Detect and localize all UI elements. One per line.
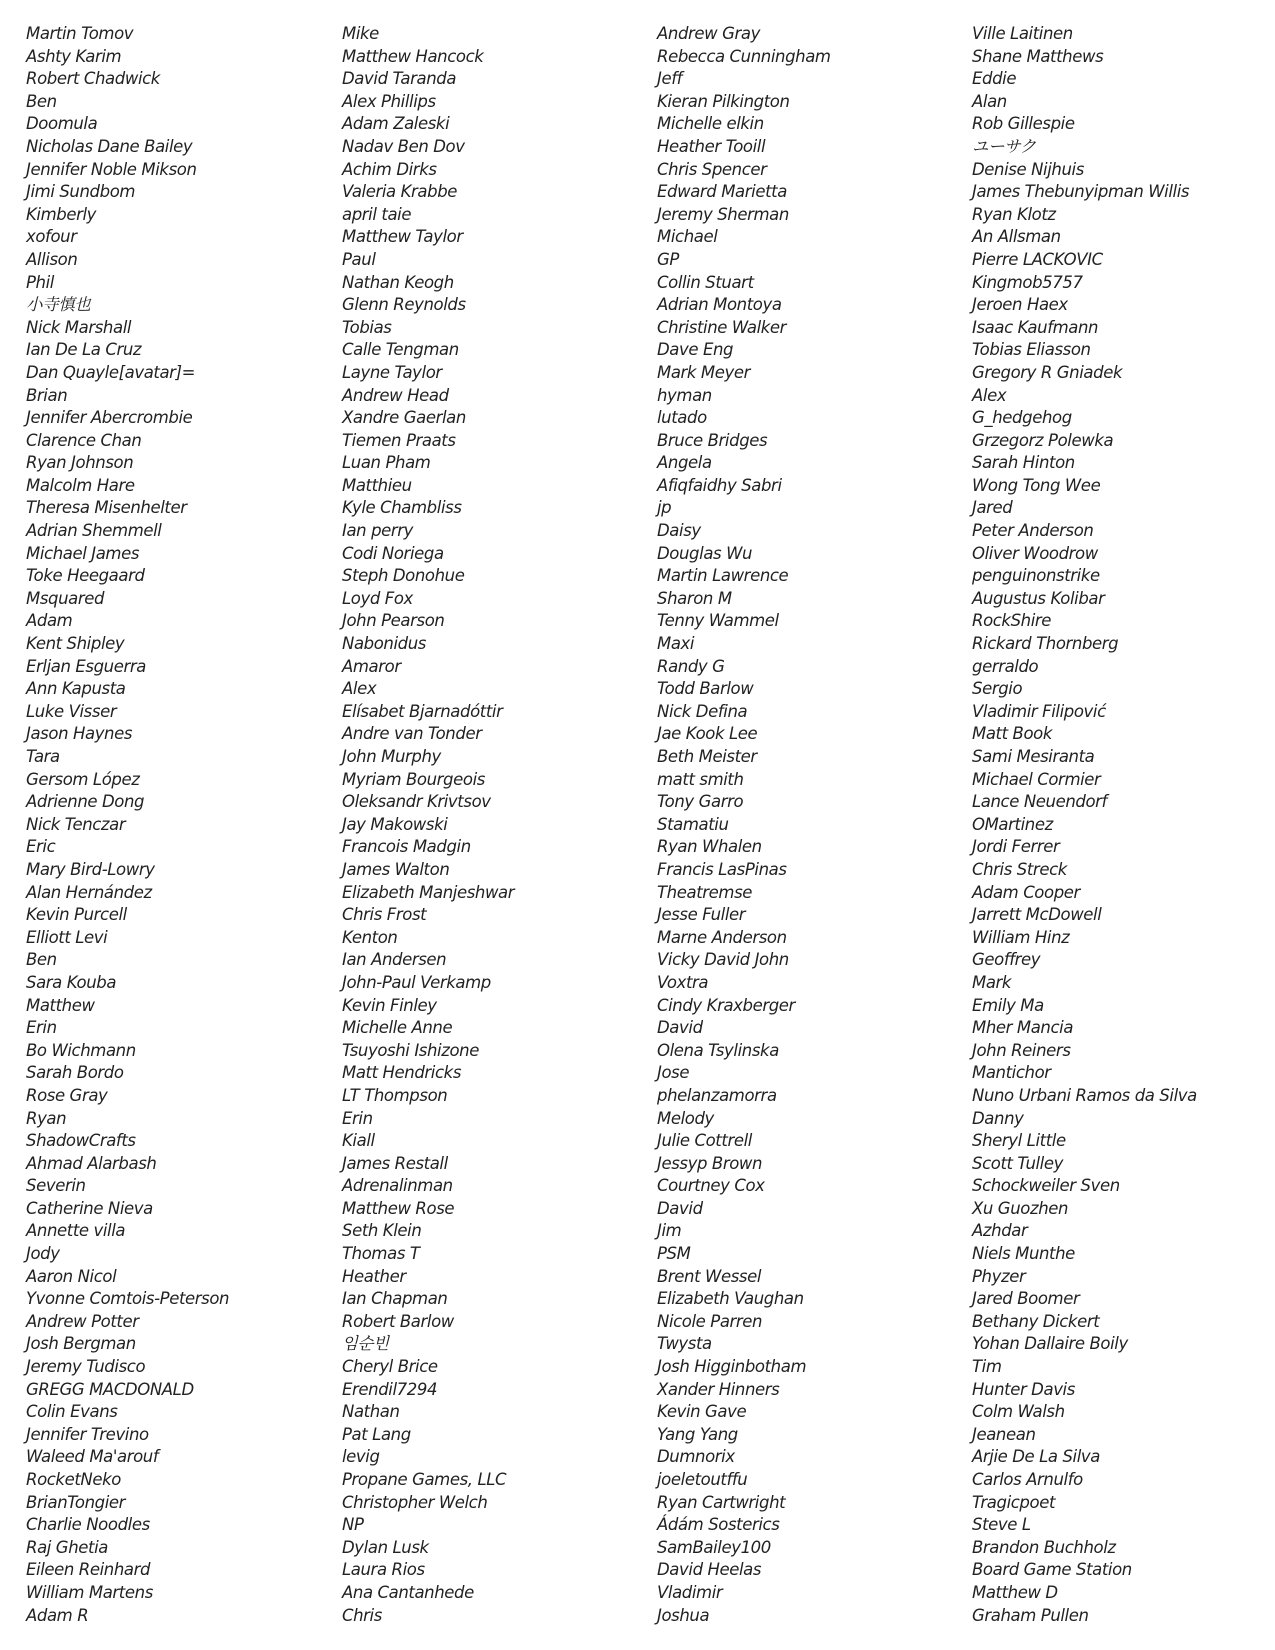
backer-name: Wong Tong Wee xyxy=(972,475,1101,495)
backer-name: Eileen Reinhard xyxy=(26,1560,151,1580)
backer-name: Kevin Finley xyxy=(342,995,437,1015)
backer-name: Mantichor xyxy=(972,1063,1051,1083)
backer-name: Jordi Ferrer xyxy=(972,837,1060,857)
backer-name: Emily Ma xyxy=(972,995,1044,1015)
backer-name: GREGG MACDONALD xyxy=(26,1379,194,1399)
backer-name: levig xyxy=(342,1447,380,1467)
backer-name: Msquared xyxy=(26,588,105,608)
backer-name: Mark Meyer xyxy=(657,362,751,382)
backer-name: Charlie Noodles xyxy=(26,1515,150,1535)
backer-name: Afiqfaidhy Sabri xyxy=(657,475,782,495)
backer-name: Board Game Station xyxy=(972,1560,1132,1580)
backer-name: Shane Matthews xyxy=(972,46,1104,66)
backer-name: Nabonidus xyxy=(342,634,426,654)
backer-name: BrianTongier xyxy=(26,1492,126,1512)
backer-name: Ryan Cartwright xyxy=(657,1492,786,1512)
backer-name: Phyzer xyxy=(972,1266,1026,1286)
backer-name: Arjie De La Silva xyxy=(972,1447,1101,1467)
backer-name: Michelle elkin xyxy=(657,114,764,134)
backer-name: Aaron Nicol xyxy=(26,1266,117,1286)
backer-name: Jesse Fuller xyxy=(657,905,746,925)
backer-name: Kevin Gave xyxy=(657,1402,747,1422)
names-column-3 xyxy=(657,23,957,1627)
backer-name: Geoffrey xyxy=(972,950,1041,970)
backer-name: Twysta xyxy=(657,1334,712,1354)
backer-name: Matthew Taylor xyxy=(342,227,463,247)
backer-name: Azhdar xyxy=(972,1221,1028,1241)
backer-name: Pat Lang xyxy=(342,1424,411,1444)
backer-name: David Taranda xyxy=(342,69,457,89)
backer-name: Augustus Kolibar xyxy=(972,588,1105,608)
backer-name: joeletoutffu xyxy=(657,1470,748,1489)
backer-name: Voxtra xyxy=(657,972,709,992)
backer-name: OMartinez xyxy=(972,814,1053,834)
backer-name: Xu Guozhen xyxy=(972,1198,1069,1218)
backer-name: Eddie xyxy=(972,69,1017,89)
backer-name: Tara xyxy=(26,747,60,766)
backer-name: Nathan xyxy=(342,1402,400,1422)
backer-name: Denise Nijhuis xyxy=(972,159,1084,179)
backer-name: Xander Hinners xyxy=(657,1379,780,1399)
backer-name: Nuno Urbani Ramos da Silva xyxy=(972,1085,1197,1105)
backer-name: Nick Defina xyxy=(657,701,748,721)
backer-name: Yang Yang xyxy=(657,1424,738,1444)
backer-name: Adam xyxy=(26,611,73,631)
backer-name: Chris Streck xyxy=(972,859,1067,879)
backer-name: gerraldo xyxy=(972,656,1039,676)
backer-name: PSM xyxy=(657,1244,691,1264)
backer-name: Josh Higginbotham xyxy=(657,1357,807,1377)
backer-name: Scott Tulley xyxy=(972,1153,1063,1173)
backer-name: Xandre Gaerlan xyxy=(342,408,466,428)
backer-name: Randy G xyxy=(657,656,725,676)
backer-name: Christopher Welch xyxy=(342,1492,488,1512)
backer-name: Brian xyxy=(26,385,68,405)
backer-name: G_hedgehog xyxy=(972,408,1072,428)
backer-name: Oliver Woodrow xyxy=(972,543,1098,563)
backer-name: Elizabeth Manjeshwar xyxy=(342,882,515,902)
backer-name: Joshua xyxy=(657,1605,710,1625)
backer-name: Collin Stuart xyxy=(657,272,754,292)
backer-name: Marne Anderson xyxy=(657,927,787,947)
backer-name: Dave Eng xyxy=(657,340,734,360)
backer-name: Theatremse xyxy=(657,882,753,902)
backer-name: Stamatiu xyxy=(657,814,729,834)
backer-name: Erin xyxy=(26,1018,57,1038)
backer-name: Erljan Esguerra xyxy=(26,656,146,676)
backer-name: Alex xyxy=(972,385,1007,405)
backer-name: John Reiners xyxy=(972,1040,1071,1060)
backer-name: Nick Marshall xyxy=(26,317,132,337)
backer-name: Thomas T xyxy=(342,1244,420,1264)
backer-name: Douglas Wu xyxy=(657,543,753,563)
backer-name: Jae Kook Lee xyxy=(657,724,758,744)
backer-name: Carlos Arnulfo xyxy=(972,1470,1083,1489)
backer-name: Beth Meister xyxy=(657,747,757,766)
backer-name: Ben xyxy=(26,950,57,970)
backer-name: Clarence Chan xyxy=(26,430,142,450)
backer-name: Tragicpoet xyxy=(972,1492,1056,1512)
backer-name: april taie xyxy=(342,204,412,224)
backer-name: Ryan Whalen xyxy=(657,837,762,857)
backer-name: Jeff xyxy=(657,69,683,89)
backer-name: Vladimir xyxy=(657,1582,723,1602)
backer-name: RocketNeko xyxy=(26,1470,121,1489)
backer-name: Adam Zaleski xyxy=(342,114,450,134)
backer-name: Kimberly xyxy=(26,204,97,224)
backer-name: Matt Book xyxy=(972,724,1052,744)
backer-name: Doomula xyxy=(26,114,98,134)
backer-name: Colm Walsh xyxy=(972,1402,1065,1422)
backer-name: James Thebunyipman Willis xyxy=(972,182,1190,202)
backer-name: Nadav Ben Dov xyxy=(342,136,465,156)
backer-name: David xyxy=(657,1018,703,1038)
backer-name: Ryan Johnson xyxy=(26,453,134,473)
backer-name: Layne Taylor xyxy=(342,362,442,382)
backer-name: jp xyxy=(657,498,672,518)
backer-name: hyman xyxy=(657,385,712,405)
backer-name: William Martens xyxy=(26,1582,153,1602)
backer-name: phelanzamorra xyxy=(657,1085,777,1105)
backer-name: Nicole Parren xyxy=(657,1311,763,1331)
backer-name: Erendil7294 xyxy=(342,1379,438,1399)
backer-name: David Heelas xyxy=(657,1560,762,1580)
backer-name: Adrian Shemmell xyxy=(26,521,162,541)
backer-name: Robert Chadwick xyxy=(26,69,160,89)
backer-name: Matthieu xyxy=(342,475,412,495)
backer-name: ユーサク xyxy=(972,136,1036,156)
backer-name: Allison xyxy=(26,249,78,269)
backer-name: Bethany Dickert xyxy=(972,1311,1100,1331)
backer-name: Michelle Anne xyxy=(342,1018,453,1038)
backer-name: Schockweiler Sven xyxy=(972,1176,1120,1196)
names-column-2 xyxy=(342,23,642,1627)
backer-name: Jeroen Haex xyxy=(972,295,1068,315)
backer-name: Kieran Pilkington xyxy=(657,91,790,111)
backer-name: Yohan Dallaire Boily xyxy=(972,1334,1128,1354)
backer-name: Matthew Hancock xyxy=(342,46,484,66)
backer-name: Sergio xyxy=(972,679,1023,699)
backer-name: Jody xyxy=(26,1244,60,1264)
backer-name: Rob Gillespie xyxy=(972,114,1075,134)
backer-name: Ádám Sosterics xyxy=(657,1515,780,1535)
backer-name: Michael James xyxy=(26,543,140,563)
backer-name: Luan Pham xyxy=(342,453,431,473)
backer-name: Kent Shipley xyxy=(26,634,125,654)
backer-name: Ian Andersen xyxy=(342,950,447,970)
backer-name: Tobias xyxy=(342,317,392,337)
backer-name: Annette villa xyxy=(26,1221,126,1241)
backer-name: Josh Bergman xyxy=(26,1334,136,1354)
backer-name: Paul xyxy=(342,249,376,269)
backer-name: Sarah Hinton xyxy=(972,453,1075,473)
backer-name: Tony Garro xyxy=(657,792,744,812)
backer-name: Sara Kouba xyxy=(26,972,117,992)
backer-name: Kevin Purcell xyxy=(26,905,127,925)
backer-name: Peter Anderson xyxy=(972,521,1094,541)
backer-name: Edward Marietta xyxy=(657,182,787,202)
backer-name: David xyxy=(657,1198,703,1218)
backer-name: Alex Phillips xyxy=(342,91,436,111)
backer-name: Niels Munthe xyxy=(972,1244,1075,1264)
backer-name: SamBailey100 xyxy=(657,1537,771,1557)
backer-name: Cindy Kraxberger xyxy=(657,995,795,1015)
backer-name: Ryan xyxy=(26,1108,67,1128)
backer-name: Nathan Keogh xyxy=(342,272,454,292)
backer-name: Sharon M xyxy=(657,588,732,608)
backer-name: Kenton xyxy=(342,927,398,947)
backer-name: Chris xyxy=(342,1605,382,1625)
backer-name: Matthew Rose xyxy=(342,1198,455,1218)
backer-name: Andrew Potter xyxy=(26,1311,139,1331)
backer-name: Rose Gray xyxy=(26,1085,108,1105)
backer-name: Jennifer Abercrombie xyxy=(26,408,193,428)
backer-name: Julie Cottrell xyxy=(657,1131,752,1151)
backer-name: Bo Wichmann xyxy=(26,1040,136,1060)
backer-name: Andre van Tonder xyxy=(342,724,482,744)
backer-name: Adam Cooper xyxy=(972,882,1080,902)
backer-name: Steph Donohue xyxy=(342,566,465,586)
backer-name: Tim xyxy=(972,1357,1002,1377)
backer-name: Francois Madgin xyxy=(342,837,471,857)
backer-name: Propane Games, LLC xyxy=(342,1470,507,1489)
backer-name: Matthew D xyxy=(972,1582,1058,1602)
backer-name: John Pearson xyxy=(342,611,445,631)
backer-name: Andrew Gray xyxy=(657,24,760,43)
backer-name: Myriam Bourgeois xyxy=(342,769,485,789)
backer-name: An Allsman xyxy=(972,227,1061,247)
backer-name: RockShire xyxy=(972,611,1052,631)
backer-name: William Hinz xyxy=(972,927,1070,947)
backer-name: Adrenalinman xyxy=(342,1176,453,1196)
backer-name: Dan Quayle[avatar]= xyxy=(26,362,196,382)
backer-name: Theresa Misenhelter xyxy=(26,498,187,518)
backer-name: Francis LasPinas xyxy=(657,859,787,879)
backer-name: Sarah Bordo xyxy=(26,1063,124,1083)
backer-name: Jeremy Sherman xyxy=(657,204,789,224)
backer-name: John Murphy xyxy=(342,747,441,766)
backer-name: Gregory R Gniadek xyxy=(972,362,1123,382)
backer-name: Jennifer Trevino xyxy=(26,1424,149,1444)
backer-name: Tenny Wammel xyxy=(657,611,779,631)
backer-name: Andrew Head xyxy=(342,385,449,405)
backer-name: Maxi xyxy=(657,634,695,654)
backer-name: Alex xyxy=(342,679,377,699)
backer-name: Matt Hendricks xyxy=(342,1063,462,1083)
backer-name: Chris Frost xyxy=(342,905,427,925)
backer-name: lutado xyxy=(657,408,707,428)
backer-name: Dylan Lusk xyxy=(342,1537,429,1557)
backer-name: Elliott Levi xyxy=(26,927,108,947)
backer-name: Dumnorix xyxy=(657,1447,735,1467)
backer-name: Martin Tomov xyxy=(26,24,134,43)
backer-name: Yvonne Comtois-Peterson xyxy=(26,1289,230,1309)
backer-name: Nicholas Dane Bailey xyxy=(26,136,193,156)
backer-name: Bruce Bridges xyxy=(657,430,768,450)
backer-name: Severin xyxy=(26,1176,86,1196)
backer-name: Mark xyxy=(972,972,1012,992)
backer-name: Mary Bird-Lowry xyxy=(26,859,155,879)
backer-name: Toke Heegaard xyxy=(26,566,145,586)
backer-name: Amaror xyxy=(342,656,401,676)
backer-name: Daisy xyxy=(657,521,701,541)
backer-name: Seth Klein xyxy=(342,1221,422,1241)
backer-name: Colin Evans xyxy=(26,1402,118,1422)
backer-name: Kiall xyxy=(342,1131,375,1151)
backer-name: 임순빈 xyxy=(342,1334,389,1354)
backer-name: Luke Visser xyxy=(26,701,117,721)
backer-name: Matthew xyxy=(26,995,95,1015)
backer-name: James Restall xyxy=(342,1153,448,1173)
backer-name: Melody xyxy=(657,1108,714,1128)
backer-name: Jimi Sundbom xyxy=(26,182,136,202)
backer-name: Vladimir Filipović xyxy=(972,701,1106,721)
backer-name: Lance Neuendorf xyxy=(972,792,1107,812)
backer-name: Heather xyxy=(342,1266,406,1286)
backer-name: Jim xyxy=(657,1221,682,1241)
backer-name: Grzegorz Polewka xyxy=(972,430,1114,450)
backer-name: Phil xyxy=(26,272,54,292)
backer-name: Ahmad Alarbash xyxy=(26,1153,157,1173)
backer-name: Jay Makowski xyxy=(342,814,448,834)
backer-name: Ian De La Cruz xyxy=(26,340,142,360)
backer-name: Erin xyxy=(342,1108,373,1128)
backer-name: GP xyxy=(657,249,679,269)
backer-name: Jeanean xyxy=(972,1424,1036,1444)
backer-name: Calle Tengman xyxy=(342,340,459,360)
backer-name: Michael xyxy=(657,227,718,247)
backer-name: Alan Hernández xyxy=(26,882,152,902)
backer-name: Ryan Klotz xyxy=(972,204,1056,224)
backer-name: Jessyp Brown xyxy=(657,1153,763,1173)
names-column-1 xyxy=(26,23,326,1627)
backer-name: James Walton xyxy=(342,859,450,879)
backer-name: Ville Laitinen xyxy=(972,24,1073,43)
backer-name: Ben xyxy=(26,91,57,111)
backer-name: Rebecca Cunningham xyxy=(657,46,831,66)
backer-name: Mike xyxy=(342,24,379,43)
backer-name: Sheryl Little xyxy=(972,1131,1066,1151)
backer-name: NP xyxy=(342,1515,364,1535)
backer-name: Catherine Nieva xyxy=(26,1198,153,1218)
backer-name: Ann Kapusta xyxy=(26,679,126,699)
backer-name: Olena Tsylinska xyxy=(657,1040,779,1060)
backer-name: Jarrett McDowell xyxy=(972,905,1102,925)
backer-name: Adrian Montoya xyxy=(657,295,782,315)
backer-name: Gersom López xyxy=(26,769,140,789)
backer-name: Malcolm Hare xyxy=(26,475,135,495)
backer-name: Kyle Chambliss xyxy=(342,498,462,518)
backer-name: Tiemen Praats xyxy=(342,430,456,450)
backer-name: Elizabeth Vaughan xyxy=(657,1289,804,1309)
backer-name: Nick Tenczar xyxy=(26,814,126,834)
backer-name: Achim Dirks xyxy=(342,159,437,179)
backer-name: John-Paul Verkamp xyxy=(342,972,491,992)
backer-name: Jennifer Noble Mikson xyxy=(26,159,197,179)
backer-name: Steve L xyxy=(972,1515,1031,1535)
backer-name: Mher Mancia xyxy=(972,1018,1074,1038)
backer-name: Danny xyxy=(972,1108,1024,1128)
backer-name: Sami Mesiranta xyxy=(972,747,1095,766)
backer-name: Laura Rios xyxy=(342,1560,425,1580)
backer-name: Glenn Reynolds xyxy=(342,295,466,315)
backer-name: Adrienne Dong xyxy=(26,792,145,812)
backer-name: Todd Barlow xyxy=(657,679,754,699)
backer-name: Heather Tooill xyxy=(657,136,766,156)
backer-name: Ian Chapman xyxy=(342,1289,448,1309)
backer-name: Chris Spencer xyxy=(657,159,767,179)
backer-name: Isaac Kaufmann xyxy=(972,317,1099,337)
backer-name: Michael Cormier xyxy=(972,769,1101,789)
backer-name: penguinonstrike xyxy=(972,566,1100,586)
backer-name: ShadowCrafts xyxy=(26,1131,136,1151)
backer-name: Ashty Karim xyxy=(26,46,122,66)
backer-name: Brent Wessel xyxy=(657,1266,762,1286)
backer-name: Rickard Thornberg xyxy=(972,634,1119,654)
backer-name: Waleed Ma'arouf xyxy=(26,1447,159,1467)
backer-name: Eric xyxy=(26,837,56,857)
backer-name: Graham Pullen xyxy=(972,1605,1089,1625)
backer-name: Martin Lawrence xyxy=(657,566,789,586)
backer-name: Vicky David John xyxy=(657,950,789,970)
backer-name: Robert Barlow xyxy=(342,1311,454,1331)
backer-name: xofour xyxy=(26,227,77,247)
backer-name: Jose xyxy=(657,1063,690,1083)
names-column-4 xyxy=(972,23,1272,1627)
backer-name: Ian perry xyxy=(342,521,414,541)
backer-name: Kingmob5757 xyxy=(972,272,1083,292)
backer-name: LT Thompson xyxy=(342,1085,448,1105)
backer-name: Jason Haynes xyxy=(26,724,133,744)
backer-name: Brandon Buchholz xyxy=(972,1537,1116,1557)
backer-name: Valeria Krabbe xyxy=(342,182,458,202)
backer-name: Loyd Fox xyxy=(342,588,413,608)
backer-name: Cheryl Brice xyxy=(342,1357,438,1377)
backer-name: Angela xyxy=(657,453,712,473)
backer-name: matt smith xyxy=(657,769,744,789)
backer-name: Alan xyxy=(972,91,1007,111)
backer-name: Tsuyoshi Ishizone xyxy=(342,1040,479,1060)
backer-name: Raj Ghetia xyxy=(26,1537,108,1557)
backer-name: Courtney Cox xyxy=(657,1176,765,1196)
backer-name: Jeremy Tudisco xyxy=(26,1357,146,1377)
backer-name: Tobias Eliasson xyxy=(972,340,1091,360)
backer-name: Elísabet Bjarnadóttir xyxy=(342,701,503,721)
backer-name: Codi Noriega xyxy=(342,543,444,563)
backer-name: Pierre LACKOVIC xyxy=(972,249,1103,269)
backer-name: Jared xyxy=(972,498,1013,518)
backer-name: Hunter Davis xyxy=(972,1379,1075,1399)
backer-name: Jared Boomer xyxy=(972,1289,1080,1309)
backer-name: Christine Walker xyxy=(657,317,787,337)
backer-name: Adam R xyxy=(26,1605,89,1625)
backer-name: Oleksandr Krivtsov xyxy=(342,792,491,812)
backer-name: Ana Cantanhede xyxy=(342,1582,474,1602)
backer-name: 小寺慎也 xyxy=(26,295,91,315)
